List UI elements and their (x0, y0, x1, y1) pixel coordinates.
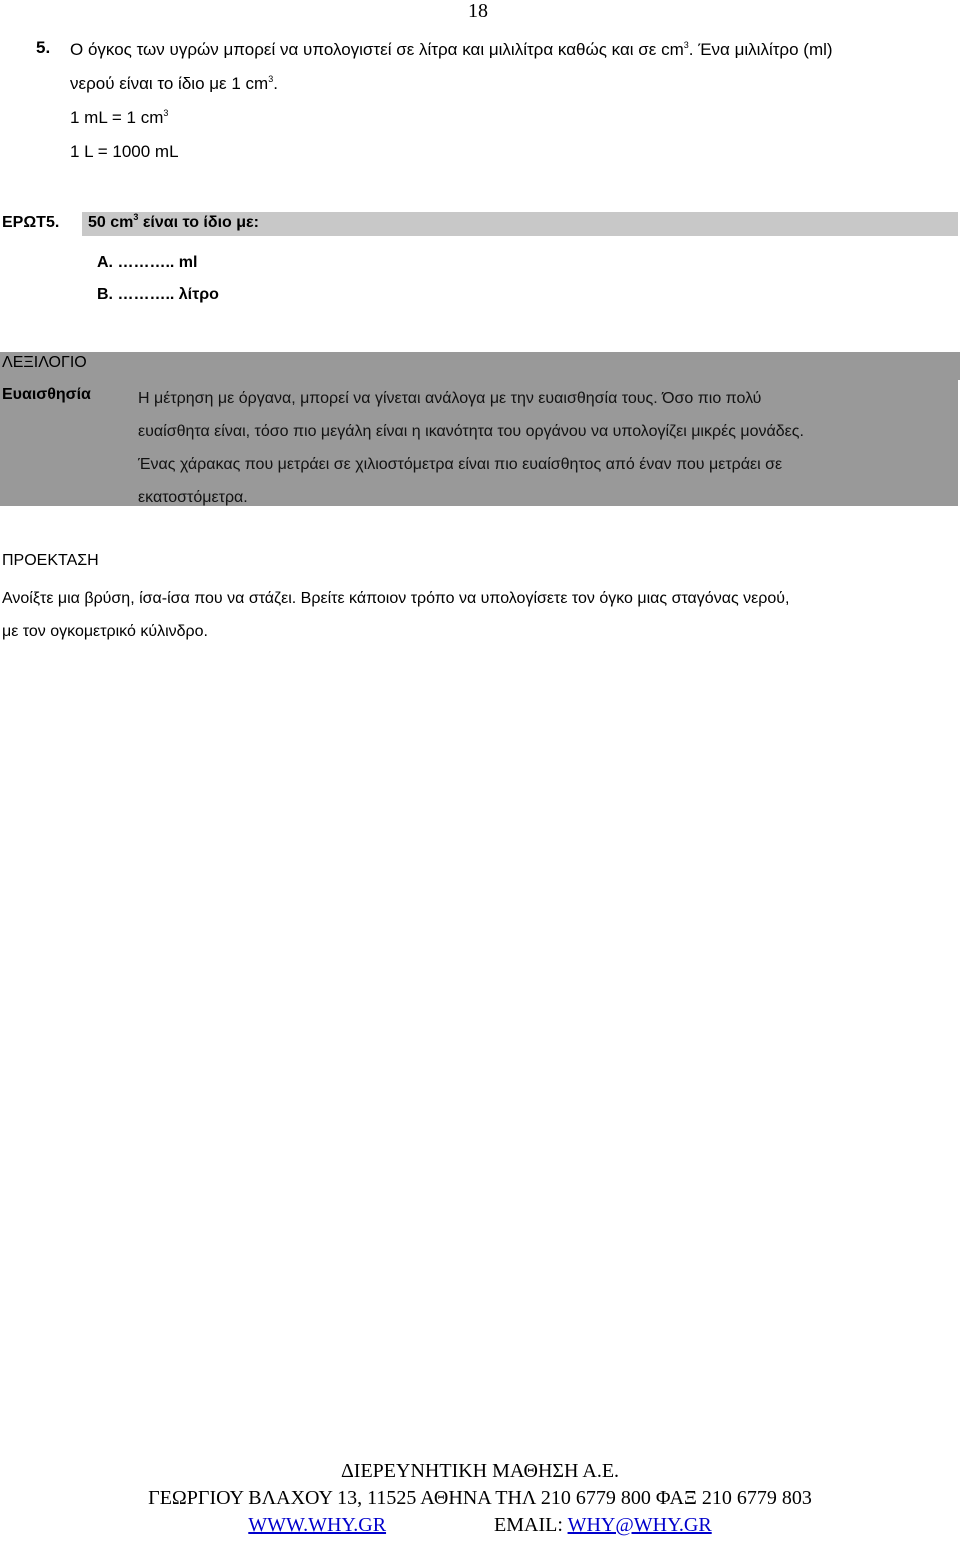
email-link[interactable]: WHY@WHY.GR (567, 1514, 712, 1536)
superscript: 3 (133, 212, 139, 222)
item-number: 5. (36, 38, 51, 57)
item5-line1-text: Ο όγκος των υγρών μπορεί να υπολογιστεί σε λίτρα και μιλιλίτρα καθώς και σε cm (70, 40, 684, 59)
extension-line: Ανοίξτε μια βρύση, ίσα-ίσα που να στάζει. Βρείτε κάποιον τρόπο να υπολογίσετε τον όγκο μιας σταγόνας νερού, (2, 590, 790, 607)
extension-title: ΠΡΟΕΚΤΑΣΗ (2, 552, 99, 569)
item5-line2 (70, 74, 278, 94)
superscript: 3 (163, 108, 169, 118)
glossary-title: ΛΕΞΙΛΟΓΙΟ (2, 354, 87, 371)
question-text (88, 214, 259, 232)
item5-line1 (70, 40, 833, 60)
definition-line: ευαίσθητα είναι, τόσο πιο μεγάλη είναι η ικανότητα του οργάνου να υπολογίζει μικρές μονάδες. (138, 423, 804, 440)
equation-l-ml: 1 L = 1000 mL (70, 142, 179, 161)
definition-line: Ένας χάρακας που μετράει σε χιλιοστόμετρα είναι πιο ευαίσθητος από έναν που μετράει σε (138, 456, 783, 473)
glossary-term: Ευαισθησία (2, 386, 91, 403)
footer-contact (0, 1514, 960, 1537)
equation-text: 1 mL = 1 cm (70, 108, 164, 127)
answer-option-a[interactable]: Α. ……….. ml (97, 254, 198, 271)
footer-address: ΓΕΩΡΓΙΟΥ ΒΛΑΧΟΥ 13, 11525 ΑΘΗΝΑ ΤΗΛ 210 6779 800 ΦΑΞ 210 6779 803 (148, 1487, 812, 1509)
email-label: EMAIL: (494, 1514, 568, 1536)
extension-text (2, 582, 958, 648)
superscript: 3 (683, 40, 689, 50)
question-text-value: 50 cm (88, 214, 134, 231)
question-text-tail: είναι το ίδιο με: (138, 214, 259, 231)
definition-line: εκατοστόμετρα. (138, 489, 248, 506)
answer-option-b[interactable]: Β. ……….. λίτρο (97, 286, 219, 303)
item5-line1-tail: . Ένα μιλιλίτρο (ml) (688, 40, 833, 59)
glossary-header-bar (0, 352, 960, 380)
item5-line2-tail: . (273, 74, 278, 93)
question-label: ΕΡΩΤ5. (2, 214, 60, 231)
item5-line2-text: νερού είναι το ίδιο με 1 cm (70, 74, 269, 93)
superscript: 3 (268, 74, 274, 84)
extension-line: με τον ογκομετρικό κύλινδρο. (2, 623, 208, 640)
footer-company: ΔΙΕΡΕΥΝΗΤΙΚΗ ΜΑΘΗΣΗ Α.Ε. (340, 1460, 620, 1482)
definition-line: Η μέτρηση με όργανα, μπορεί να γίνεται ανάλογα με την ευαισθησία τους. Όσο πιο πολύ (138, 390, 762, 407)
page-number: 18 (468, 0, 488, 22)
glossary-definition (138, 382, 938, 514)
equation-ml-cm3 (70, 108, 168, 128)
website-link[interactable]: WWW.WHY.GR (248, 1514, 387, 1536)
